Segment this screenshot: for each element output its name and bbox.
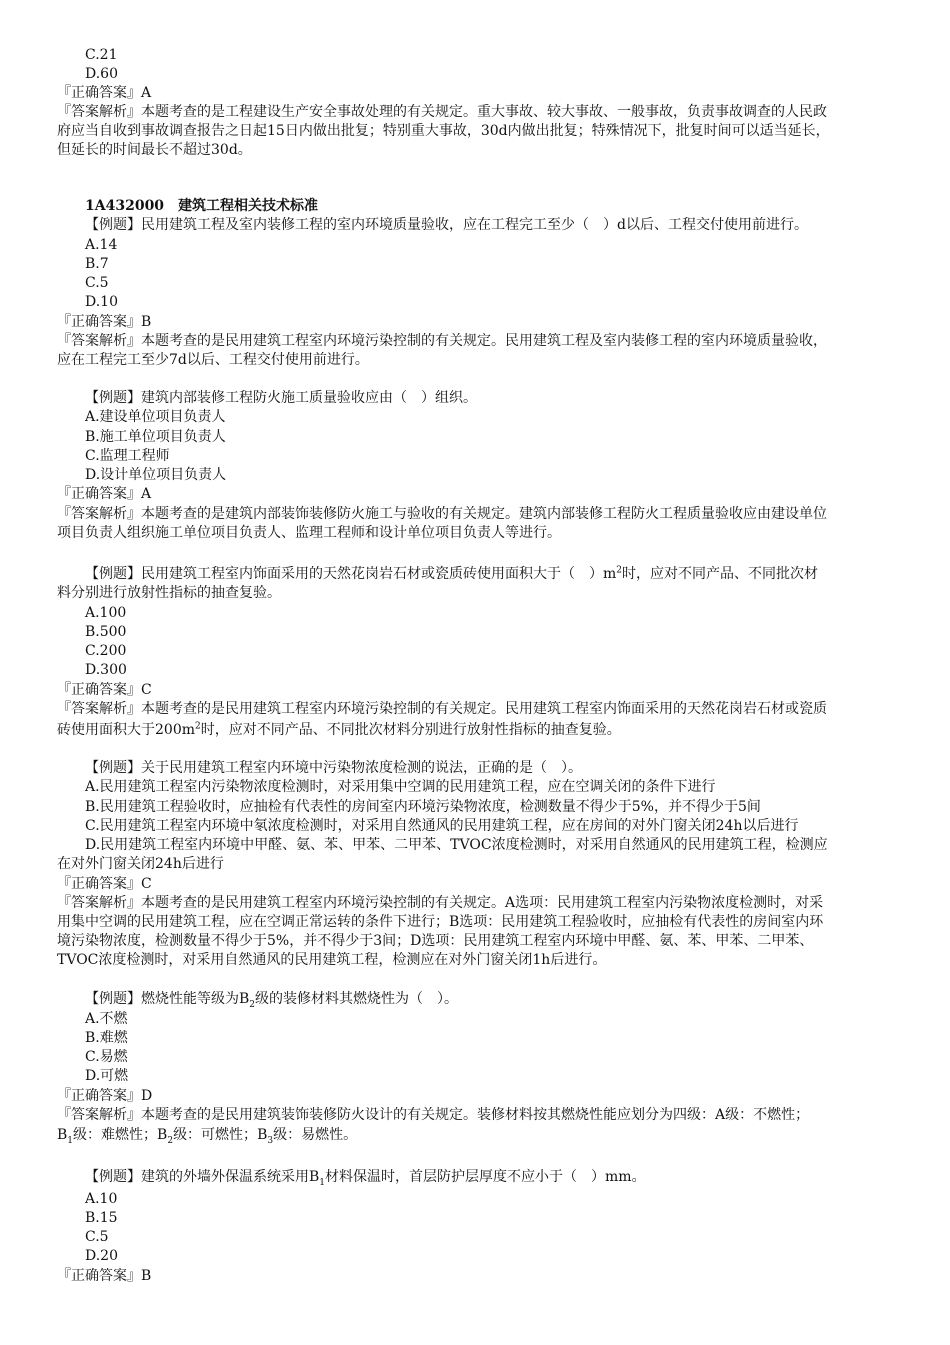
question-text-part: 材料保温时，首层防护层厚度不应小于（ ）mm。 <box>325 1169 646 1185</box>
answer-analysis: 『答案解析』本题考查的是民用建筑工程室内环境污染控制的有关规定。A选项：民用建筑工程室内污染物浓度检测时，对采 <box>57 895 824 911</box>
question-text-cont: 料分别进行放射性指标的抽查复验。 <box>57 585 281 601</box>
section-heading <box>85 197 935 216</box>
correct-answer: 『正确答案』D <box>57 1088 153 1104</box>
option-b: B.民用建筑工程验收时，应抽检有代表性的房间室内环境污染物浓度，检测数量不得少于5%，并不得少于5间 <box>85 799 761 815</box>
option-d: D.可燃 <box>85 1068 129 1084</box>
superscript: 2 <box>195 721 201 732</box>
option-d: D.60 <box>85 66 118 82</box>
subscript: 2 <box>167 1135 174 1146</box>
question-text <box>85 565 935 584</box>
answer-analysis-cont: 用集中空调的民用建筑工程，应在空调正常运转的条件下进行；B选项：民用建筑工程验收时，应抽检有代表性的房间室内环 <box>57 914 824 930</box>
answer-analysis-cont <box>57 1126 907 1145</box>
option-c: C.21 <box>85 47 118 63</box>
question-text <box>85 1168 935 1187</box>
subscript: 3 <box>267 1135 274 1146</box>
answer-analysis-cont: 但延长的时间最长不超过30d。 <box>57 142 252 158</box>
grade-letter: B <box>257 1127 268 1143</box>
answer-analysis: 『答案解析』本题考查的是民用建筑工程室内环境污染控制的有关规定。民用建筑工程及室内装修工程的室内环境质量验收， <box>57 333 827 349</box>
correct-answer: 『正确答案』A <box>57 486 152 502</box>
answer-analysis-cont <box>57 721 907 740</box>
grade-text: 级：可燃性； <box>173 1127 258 1143</box>
option-b: B.7 <box>85 256 109 272</box>
question-text <box>85 990 935 1009</box>
option-a: A.14 <box>85 237 118 253</box>
subscript: 2 <box>249 999 256 1010</box>
correct-answer: 『正确答案』A <box>57 85 152 101</box>
option-b: B.施工单位项目负责人 <box>85 429 226 445</box>
analysis-part: 时，应对不同产品、不同批次材料分别进行放射性指标的抽查复验。 <box>200 722 621 738</box>
answer-analysis-cont: 境污染物浓度，检测数量不得少于5%，并不得少于3间；D选项：民用建筑工程室内环境中甲醛、氨、苯、甲苯、二甲苯、 <box>57 933 814 949</box>
option-a: A.不燃 <box>85 1011 128 1027</box>
question-text-part: 【例题】燃烧性能等级为B <box>85 991 250 1007</box>
question-text-part: 【例题】民用建筑工程室内饰面采用的天然花岗岩石材或瓷质砖使用面积大于（ ）m <box>85 566 617 582</box>
grade-letter: B <box>57 1127 68 1143</box>
option-a: A.建设单位项目负责人 <box>85 409 226 425</box>
section-code: 1A432000 <box>85 198 165 214</box>
grade-text: 级：难燃性； <box>73 1127 158 1143</box>
question-text: 【例题】民用建筑工程及室内装修工程的室内环境质量验收，应在工程完工至少（ ）d以后、工程交付使用前进行。 <box>85 217 808 233</box>
question-text: 【例题】建筑内部装修工程防火施工质量验收应由（ ）组织。 <box>85 390 477 406</box>
question-text-part: 时，应对不同产品、不同批次材 <box>622 566 819 582</box>
grade-letter: B <box>157 1127 168 1143</box>
option-b: B.15 <box>85 1210 118 1226</box>
question-text-part: 【例题】建筑的外墙外保温系统采用B <box>85 1169 320 1185</box>
option-d: D.民用建筑工程室内环境中甲醛、氨、苯、甲苯、二甲苯、TVOC浓度检测时，对采用自然通风的民用建筑工程，检测应 <box>85 837 828 853</box>
subscript: 1 <box>67 1135 74 1146</box>
correct-answer: 『正确答案』C <box>57 876 152 892</box>
option-d: D.20 <box>85 1248 118 1264</box>
answer-analysis-cont: 项目负责人组织施工单位项目负责人、监理工程师和设计单位项目负责人等进行。 <box>57 525 561 541</box>
answer-analysis-cont: 府应当自收到事故调查报告之日起15日内做出批复；特别重大事故，30d内做出批复；特殊情况下，批复时间可以适当延长， <box>57 123 830 139</box>
answer-analysis: 『答案解析』本题考查的是工程建设生产安全事故处理的有关规定。重大事故、较大事故、一般事故，负责事故调查的人民政 <box>57 104 827 120</box>
option-b: B.500 <box>85 624 127 640</box>
question-text: 【例题】关于民用建筑工程室内环境中污染物浓度检测的说法，正确的是（ ）。 <box>85 760 582 776</box>
option-d: D.300 <box>85 662 127 678</box>
option-a: A.民用建筑工程室内污染物浓度检测时，对采用集中空调的民用建筑工程，应在空调关闭的条件下进行 <box>85 779 716 795</box>
correct-answer: 『正确答案』B <box>57 1268 152 1284</box>
option-c: C.民用建筑工程室内环境中氡浓度检测时，对采用自然通风的民用建筑工程，应在房间的对外门窗关闭24h以后进行 <box>85 818 799 834</box>
answer-analysis: 『答案解析』本题考查的是民用建筑装饰装修防火设计的有关规定。装修材料按其燃烧性能应划分为四级：A级：不燃性； <box>57 1107 810 1123</box>
option-c: C.监理工程师 <box>85 448 170 464</box>
option-b: B.难燃 <box>85 1030 128 1046</box>
option-d-cont: 在对外门窗关闭24h后进行 <box>57 856 224 872</box>
correct-answer: 『正确答案』B <box>57 314 152 330</box>
question-text-part: 级的装修材料其燃烧性为（ ）。 <box>255 991 459 1007</box>
option-c: C.易燃 <box>85 1049 128 1065</box>
correct-answer: 『正确答案』C <box>57 682 152 698</box>
option-a: A.100 <box>85 605 127 621</box>
answer-analysis-cont: TVOC浓度检测时，对采用自然通风的民用建筑工程，检测应在对外门窗关闭1h后进行。 <box>57 952 607 968</box>
option-d: D.设计单位项目负责人 <box>85 467 227 483</box>
section-title: 建筑工程相关技术标准 <box>178 198 319 214</box>
option-a: A.10 <box>85 1191 118 1207</box>
answer-analysis: 『答案解析』本题考查的是民用建筑工程室内环境污染控制的有关规定。民用建筑工程室内饰面采用的天然花岗岩石材或瓷质 <box>57 701 827 717</box>
analysis-part: 砖使用面积大于200m <box>57 722 195 738</box>
answer-analysis: 『答案解析』本题考查的是建筑内部装饰装修防火施工与验收的有关规定。建筑内部装修工程防火工程质量验收应由建设单位 <box>57 506 827 522</box>
superscript: 2 <box>616 565 623 576</box>
option-c: C.5 <box>85 275 109 291</box>
option-c: C.5 <box>85 1229 109 1245</box>
option-d: D.10 <box>85 294 118 310</box>
option-c: C.200 <box>85 643 127 659</box>
grade-text: 级：易燃性。 <box>273 1127 358 1143</box>
subscript: 1 <box>319 1177 326 1188</box>
answer-analysis-cont: 应在工程完工至少7d以后、工程交付使用前进行。 <box>57 352 369 368</box>
